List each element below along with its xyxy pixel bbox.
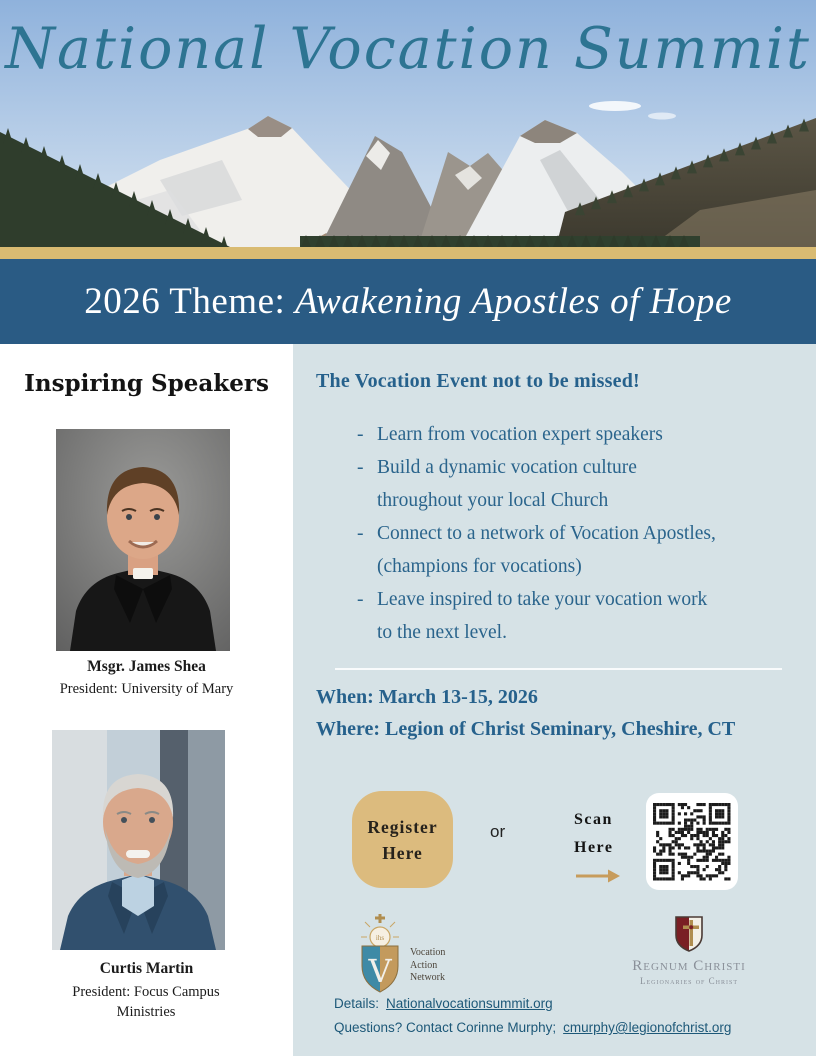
register-line2: Here [382,842,423,863]
event-when: When: March 13-15, 2026 [316,686,538,708]
scan-line1: Scan [574,811,613,828]
portrait-speaker [52,730,225,950]
speakers-heading: Inspiring Speakers [24,370,269,397]
rc-logo-subtitle: Legionaries of Christ [639,976,738,986]
speaker-role: President: Focus Campus Ministries [72,984,220,1020]
list-item [357,451,759,517]
or-text: or [490,822,506,841]
speaker-name: Msgr. James Shea [87,658,206,675]
details-label: Details: [334,996,380,1011]
van-line3: Network [410,972,445,983]
event-where: Where: Legion of Christ Seminary, Cheshire, CT [316,718,736,740]
scan-here-label [574,806,613,862]
details-link[interactable]: Nationalvocationsummit.org [386,996,553,1011]
bullet-dash: - [357,589,364,610]
bullet-dash: - [357,523,364,544]
rc-logo-name: Regnum Christi [632,958,746,974]
bullet-text: Leave inspired to take your vocation work to the next level. [377,589,708,643]
theme-text [84,280,732,323]
speaker-name: Curtis Martin [99,960,194,977]
theme-title: Awakening Apostles of Hope [295,281,732,322]
theme-band [0,259,816,344]
gold-divider [0,247,816,259]
regnum-christi-logo [619,915,759,986]
register-button[interactable] [352,791,453,888]
theme-prefix: 2026 Theme: [84,281,296,322]
van-logo-text [410,947,445,994]
portrait-priest [56,429,230,651]
van-line1: Vocation [410,947,446,958]
bullet-text: Connect to a network of Vocation Apostles, (champions for vocations) [377,523,716,577]
event-panel [293,344,816,1056]
scan-line2: Here [574,839,614,856]
bullet-text: Build a dynamic vocation culture throughout your local Church [377,457,637,511]
questions-label: Questions? Contact Corinne Murphy; [334,1020,557,1035]
event-bullet-list [357,418,759,649]
event-heading: The Vocation Event not to be missed! [316,370,640,392]
van-line2: Action [410,959,438,971]
qr-code-pattern [653,803,731,881]
arrow-right-icon [574,868,620,884]
questions-email-link[interactable]: cmurphy@legionofchrist.org [563,1020,732,1035]
rc-shield-icon [673,915,705,953]
shield-monogram: V [368,952,392,990]
questions-line [334,1020,731,1035]
bullet-text: Learn from vocation expert speakers [377,424,663,445]
list-item [357,583,759,649]
speakers-column [0,344,293,1056]
banner-photo [0,0,816,247]
van-shield-icon [357,914,403,994]
divider-line [335,668,782,670]
qr-code-icon [646,793,738,890]
bullet-dash: - [357,457,364,478]
speaker-photo-curtis-martin [52,730,225,950]
page-title: National Vocation Summit [5,16,811,82]
host-monogram: ihs [375,934,385,942]
details-line [334,996,553,1011]
speaker-role: President: University of Mary [59,681,234,697]
vocation-action-network-logo [357,914,445,994]
register-line1: Register [367,816,438,837]
list-item [357,418,759,451]
bullet-dash: - [357,424,364,445]
list-item [357,517,759,583]
speaker-photo-james-shea [56,429,230,651]
